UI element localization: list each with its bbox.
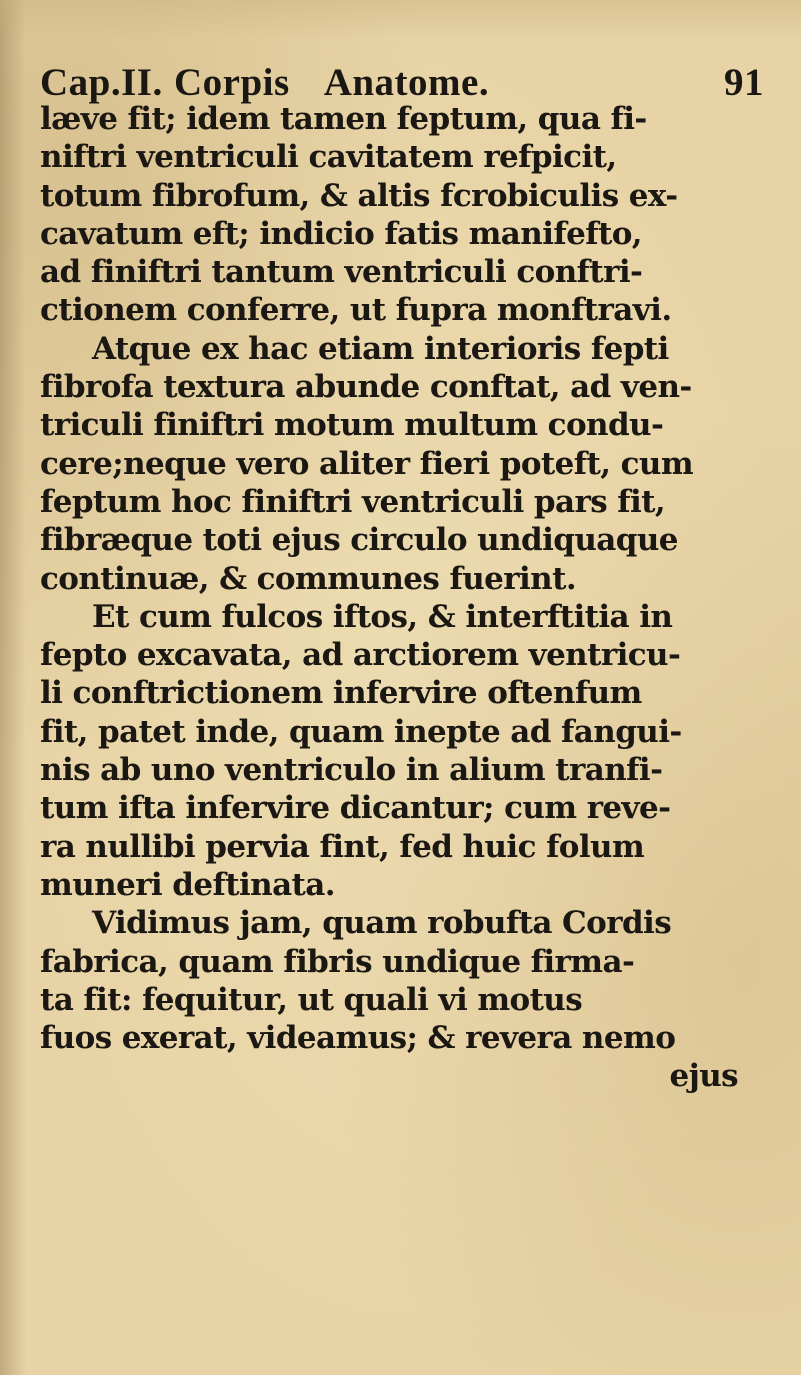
text-line: li conftrictionem infervire oftenfum [40, 675, 642, 712]
page-gutter-shadow [0, 0, 26, 1375]
chapter-label: Cap.II. [40, 61, 163, 104]
text-line: cavatum eft; indicio fatis manifefto, [40, 215, 642, 252]
text-line: triculi finiftri motum multum condu- [40, 407, 664, 444]
text-line: fit, patet inde, quam inepte ad fangui- [40, 713, 682, 750]
text-line: muneri deftinata. [40, 866, 335, 903]
page-number: 91 [724, 61, 764, 104]
text-line: feptum hoc finiftri ventriculi pars fit, [40, 483, 666, 520]
text-line: ad finiftri tantum ventriculi conftri- [40, 254, 643, 291]
text-line: fepto excavata, ad arctiorem ventricu- [40, 637, 681, 674]
text-line: læve fit; idem tamen feptum, qua fi- [40, 101, 647, 137]
text-line: fabrica, quam fibris undique firma- [40, 943, 635, 980]
text-line: totum fibrofum, & altis fcrobiculis ex- [40, 177, 678, 214]
text-line: nis ab uno ventriculo in alium tranfi- [40, 752, 663, 789]
catchword: ejus [669, 1058, 738, 1095]
paragraph-start-line: Et cum fulcos iftos, & interftitia in [92, 598, 673, 635]
text-line: ra nullibi pervia fint, fed huic folum [40, 828, 645, 865]
running-title-word-1: Corpis [174, 61, 290, 104]
text-line: continuæ, & communes fuerint. [40, 560, 577, 597]
text-line: fibræque toti ejus circulo undiquaque [40, 522, 678, 559]
paragraph-start-line: Vidimus jam, quam robufta Cordis [92, 905, 672, 942]
text-line: niftri ventriculi cavitatem refpicit, [40, 139, 617, 176]
running-title-word-2: Anatome. [323, 61, 490, 104]
text-line: ta fit: fequitur, ut quali vi motus [40, 981, 583, 1018]
paragraph-start-line: Atque ex hac etiam interioris fepti [92, 330, 669, 367]
body-text [40, 100, 780, 1096]
text-line: fibrofa textura abunde conftat, ad ven- [40, 369, 692, 406]
text-line: ctionem conferre, ut fupra monftravi. [40, 292, 672, 329]
text-line: cere;neque vero aliter fieri poteft, cum [40, 445, 694, 482]
text-line: tum ifta infervire dicantur; cum reve- [40, 790, 671, 827]
text-line: fuos exerat, videamus; & revera nemo [40, 1020, 676, 1057]
page-top-edge [0, 0, 801, 40]
